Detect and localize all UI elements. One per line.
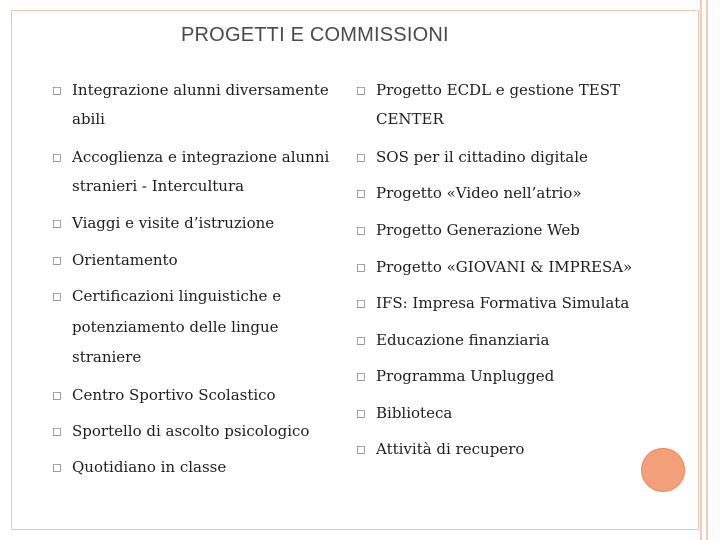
square-bullet-icon: ◻ bbox=[52, 388, 62, 402]
square-bullet-icon: ◻ bbox=[356, 442, 366, 456]
list-item: ◻ Orientamento bbox=[72, 242, 178, 278]
list-item: ◻ Progetto Generazione Web bbox=[376, 212, 580, 248]
list-item: ◻ Centro Sportivo Scolastico bbox=[72, 377, 276, 413]
square-bullet-icon: ◻ bbox=[356, 186, 366, 200]
list-item: ◻ Sportello di ascolto psicologico bbox=[72, 413, 309, 449]
list-item-continuation: stranieri - Intercultura bbox=[72, 177, 245, 195]
list-item: ◻ Attività di recupero bbox=[376, 431, 524, 467]
square-bullet-icon: ◻ bbox=[52, 460, 62, 474]
square-bullet-icon: ◻ bbox=[356, 406, 366, 420]
list-item-continuation: CENTER bbox=[376, 110, 444, 128]
list-item-continuation: straniere bbox=[72, 348, 142, 366]
list-item: ◻ Educazione finanziaria bbox=[376, 322, 549, 358]
decorative-stripe bbox=[706, 0, 708, 540]
square-bullet-icon: ◻ bbox=[356, 333, 366, 347]
list-item: ◻ Biblioteca bbox=[376, 395, 452, 431]
square-bullet-icon: ◻ bbox=[52, 150, 62, 164]
square-bullet-icon: ◻ bbox=[356, 296, 366, 310]
list-item-continuation: potenziamento delle lingue bbox=[72, 318, 279, 336]
list-item: ◻ Progetto ECDL e gestione TEST bbox=[376, 72, 620, 108]
square-bullet-icon: ◻ bbox=[356, 83, 366, 97]
list-item-continuation: abili bbox=[72, 110, 105, 128]
list-item: ◻ Viaggi e visite d’istruzione bbox=[72, 205, 274, 241]
list-item: ◻ IFS: Impresa Formativa Simulata bbox=[376, 285, 629, 321]
decorative-stripe bbox=[700, 0, 702, 540]
list-item: ◻ Progetto «GIOVANI & IMPRESA» bbox=[376, 249, 632, 285]
square-bullet-icon: ◻ bbox=[356, 260, 366, 274]
square-bullet-icon: ◻ bbox=[52, 216, 62, 230]
square-bullet-icon: ◻ bbox=[52, 253, 62, 267]
list-item: ◻ Accoglienza e integrazione alunni bbox=[72, 139, 329, 175]
square-bullet-icon: ◻ bbox=[356, 223, 366, 237]
square-bullet-icon: ◻ bbox=[356, 369, 366, 383]
list-item: ◻ Certificazioni linguistiche e bbox=[72, 278, 281, 314]
square-bullet-icon: ◻ bbox=[52, 83, 62, 97]
list-item: ◻ Programma Unplugged bbox=[376, 358, 554, 394]
square-bullet-icon: ◻ bbox=[356, 150, 366, 164]
slide-title: PROGETTI E COMMISSIONI bbox=[181, 24, 449, 46]
list-item: ◻ Quotidiano in classe bbox=[72, 449, 226, 485]
square-bullet-icon: ◻ bbox=[52, 424, 62, 438]
list-item: ◻ SOS per il cittadino digitale bbox=[376, 139, 588, 175]
decorative-circle bbox=[641, 448, 685, 492]
list-item: ◻ Progetto «Video nell’atrio» bbox=[376, 175, 582, 211]
list-item: ◻ Integrazione alunni diversamente bbox=[72, 72, 329, 108]
square-bullet-icon: ◻ bbox=[52, 289, 62, 303]
